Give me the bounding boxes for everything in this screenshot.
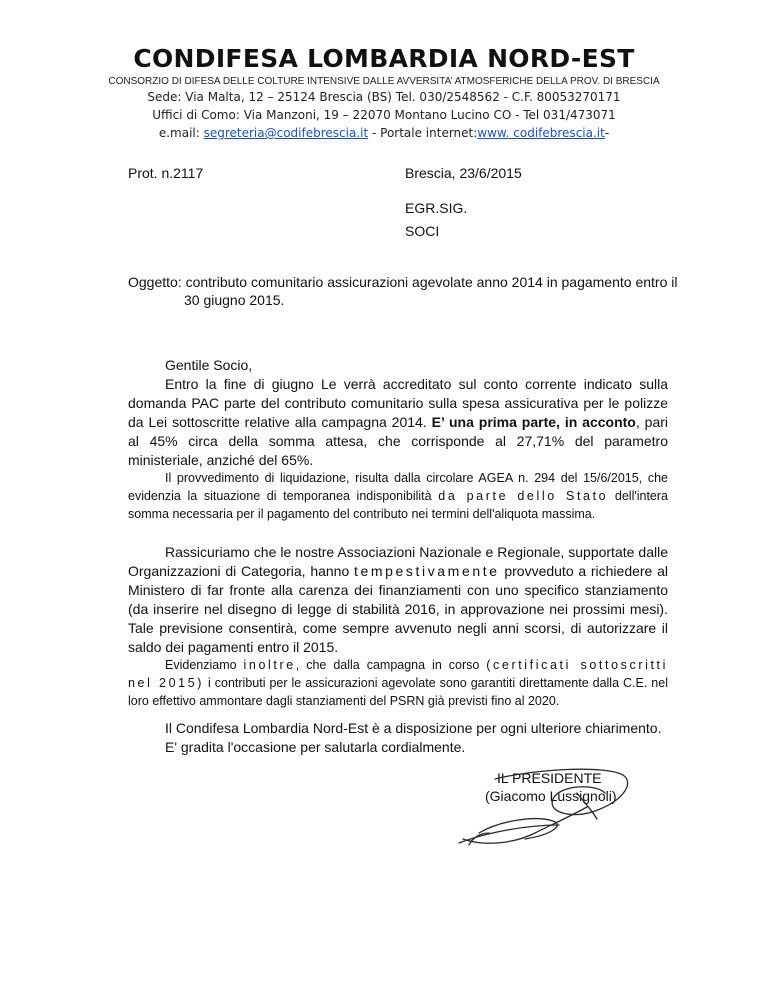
paragraph-1-text-a: Entro la fine di giugno Le verrà accreditato sul conto corrente indicato sulla domanda PAC parte del contributo comunitario sulla spesa assicurativa per le polizze da Lei sottoscritte relative alla campagna 2014. <box>128 376 668 430</box>
organization-title: CONDIFESA LOMBARDIA NORD-EST <box>133 44 635 73</box>
paragraph-4-spaced-2: (certificati sottoscritti nel 2015) <box>128 658 668 690</box>
handwritten-signature <box>455 763 645 873</box>
subject-line-1: Oggetto: contributo comunitario assicurazioni agevolate anno 2014 in pagamento entro il <box>128 274 678 290</box>
paragraph-1-text-b: , pari al 45% circa della somma attesa, che corrisponde al 27,71% del parametro ministeriale, anziché del 65%. <box>128 414 668 468</box>
paragraph-2-text-b: dell'intera somma necessaria per il pagamento del contributo nei termini dell'aliquota massima. <box>128 489 669 521</box>
portal-link[interactable]: www. codifebrescia.it <box>477 126 605 140</box>
greeting: Gentile Socio, <box>165 357 253 373</box>
paragraph-2-spaced: da parte dello Stato <box>438 489 609 503</box>
paragraph-1-bold: E’ una prima parte, in acconto <box>431 414 636 430</box>
paragraph-3-text-a: Rassicuriamo che le nostre Associazioni Nazionale e Regionale, supportate dalle Organizzazioni di Categoria, hanno <box>128 544 668 579</box>
place-date: Brescia, 23/6/2015 <box>405 165 522 181</box>
recipient-title: EGR.SIG. <box>405 200 468 216</box>
paragraph-4-spaced-1: inoltre <box>243 658 296 672</box>
paragraph-4-text-a: Evidenziamo <box>165 658 244 672</box>
paragraph-3-spaced: tempestivamente <box>353 563 500 579</box>
office-line: Uffici di Como: Via Manzoni, 19 – 22070 Montano Lucino CO - Tel 031/473071 <box>152 108 616 122</box>
contact-line <box>0 126 768 140</box>
protocol-number: Prot. n.2117 <box>128 165 204 181</box>
paragraph-4-text-b: , che dalla campagna in corso <box>295 658 487 672</box>
paragraph-4 <box>128 656 668 710</box>
paragraph-2-text-a: Il provvedimento di liquidazione, risulta dalla circolare AGEA n. 294 del 15/6/2015, che evidenzia la situazione di temporanea indisponibilità <box>128 471 668 503</box>
paragraph-4-text-c: i contributi per le assicurazioni agevolate sono garantiti direttamente dalla C.E. nel loro effettivo ammontare dagli stanziamenti del PSRN già previsti fino al 2020. <box>128 676 668 708</box>
paragraph-3-text-b: provveduto a richiedere al Ministero di far fronte alla carenza dei finanziamenti con uno specifico stanziamento (da inserire nel disegno di legge di stabilità 2016, in approvazione nei prossimi mesi). Tale previsione consentirà, come sempre avvenuto negli anni scorsi, di autorizzare il saldo dei pagamenti entro il 2015. <box>128 563 668 655</box>
signatory-role: IL PRESIDENTE <box>497 770 602 786</box>
portal-label: - Portale internet: <box>368 126 478 140</box>
paragraph-3 <box>128 543 668 657</box>
portal-suffix: - <box>604 126 610 140</box>
paragraph-1 <box>128 375 668 470</box>
closing-line-1: Il Condifesa Lombardia Nord-Est è a disposizione per ogni ulteriore chiarimento. <box>165 720 662 736</box>
email-link[interactable]: segreteria@codifebrescia.it <box>203 126 369 140</box>
subject-line-2: 30 giugno 2015. <box>184 292 285 308</box>
organization-subtitle: CONSORZIO DI DIFESA DELLE COLTURE INTENSIVE DALLE AVVERSITA’ ATMOSFERICHE DELLA PROV. DI BRESCIA <box>108 76 660 87</box>
address-line: Sede: Via Malta, 12 – 25124 Brescia (BS) Tel. 030/2548562 - C.F. 80053270171 <box>147 90 621 104</box>
recipient: SOCI <box>405 223 440 239</box>
paragraph-2 <box>128 469 668 523</box>
email-label: e.mail: <box>158 126 204 140</box>
signatory-name: (Giacomo Lussignoli) <box>485 788 617 804</box>
closing-line-2: E' gradita l'occasione per salutarla cordialmente. <box>165 739 466 755</box>
